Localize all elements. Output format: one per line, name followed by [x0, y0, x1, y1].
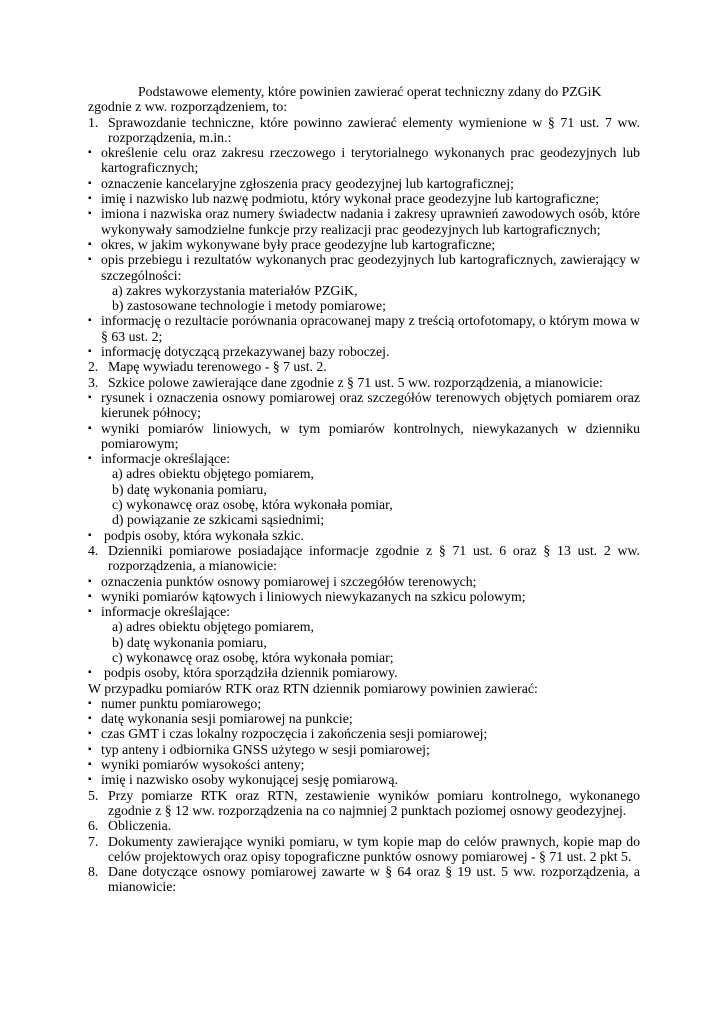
sub-item: c) wykonawcę oraz osobę, która wykonała pomiar, [112, 497, 393, 513]
bullet-icon: ▪ [88, 575, 92, 587]
item-text: rysunek i oznaczenia osnowy pomiarowej oraz szczegółów terenowych objętych pomiarem oraz kierunek północy; [101, 389, 640, 421]
item-text: wyniki pomiarów wysokości anteny; [101, 757, 305, 773]
bullet-icon: ▪ [88, 697, 92, 709]
item-text: czas GMT i czas lokalny rozpoczęcia i zakończenia sesji pomiarowej; [101, 726, 488, 742]
item-number: 8. [88, 864, 99, 880]
rtk-section-heading: W przypadku pomiarów RTK oraz RTN dziennik pomiarowy powinien zawierać: [88, 680, 538, 696]
bullet-icon: ▪ [88, 315, 92, 327]
item-number: 4. [88, 542, 99, 558]
bullet-item [88, 191, 640, 206]
bullet-item [88, 237, 640, 252]
item-text: informację o rezultacie porównania opracowanej mapy z treścią ortofotomapy, o którym mowa w § 63 ust. 2; [101, 313, 640, 344]
sub-item: d) powiązanie ze szkicami sąsiednimi; [112, 512, 325, 528]
sub-item: b) zastosowane technologie i metody pomiarowe; [112, 298, 386, 314]
intro-line-2: zgodnie z ww. rozporządzeniem, to: [88, 99, 288, 115]
item-text: Mapę wywiadu terenowego - § 7 ust. 2. [108, 359, 327, 375]
item-number: 5. [88, 787, 99, 803]
item-number: 7. [88, 833, 99, 849]
bullet-icon: ▪ [88, 667, 92, 679]
item-text: Dzienniki pomiarowe posiadające informacje zgodnie z § 71 ust. 6 oraz § 13 ust. 2 ww. rozporządzenia, a mianowicie: [108, 542, 640, 574]
item-text: Przy pomiarze RTK oraz RTN, zestawienie wyników pomiaru kontrolnego, wykonanego zgodnie z § 12 ww. rozporządzenia na co najmniej 2 punktach poziomej osnowy geodezyjnej. [108, 787, 640, 818]
numbered-item [88, 543, 640, 574]
bullet-icon: ▪ [88, 208, 92, 220]
item-number: 2. [88, 359, 99, 375]
item-text: datę wykonania sesji pomiarowej na punkcie; [101, 711, 353, 727]
bullet-item [88, 451, 640, 466]
item-text: podpis osoby, która wykonała szkic. [104, 527, 304, 543]
sub-item: a) adres obiektu objętego pomiarem, [112, 466, 314, 482]
item-text: typ anteny i odbiornika GNSS użytego w sesji pomiarowej; [101, 741, 430, 757]
bullet-icon: ▪ [88, 606, 92, 618]
bullet-icon: ▪ [88, 759, 92, 771]
item-text: Dokumenty zawierające wyniki pomiaru, w tym kopie map do celów prawnych, kopie map do celów projektowych oraz opisy topograficzne punktów osnowy pomiarowej - § 71 ust. 2 pkt 5. [108, 833, 640, 864]
numbered-item [88, 818, 640, 833]
bullet-icon: ▪ [88, 728, 92, 740]
bullet-item [88, 390, 640, 421]
sub-item: a) adres obiektu objętego pomiarem, [112, 619, 314, 635]
item-text: wyniki pomiarów kątowych i liniowych niewykazanych na szkicu polowym; [101, 588, 526, 604]
sub-item: a) zakres wykorzystania materiałów PZGiK, [112, 282, 358, 298]
item-text: Dane dotyczące osnowy pomiarowej zawarte w § 64 oraz § 19 ust. 5 ww. rozporządzenia, a mianowicie: [108, 864, 640, 895]
bullet-item [88, 726, 640, 741]
bullet-item [88, 696, 640, 711]
bullet-item [88, 742, 640, 757]
item-text: imię i nazwisko lub nazwę podmiotu, który wykonał prace geodezyjne lub kartograficzne; [101, 191, 600, 207]
item-number: 6. [88, 818, 99, 834]
numbered-item [88, 864, 640, 895]
item-text: opis przebiegu i rezultatów wykonanych prac geodezyjnych lub kartograficznych, zawierający w szczególności: [101, 252, 640, 283]
bullet-icon: ▪ [88, 743, 92, 755]
item-text: informację dotyczącą przekazywanej bazy roboczej. [101, 344, 390, 360]
item-text: wyniki pomiarów liniowych, w tym pomiarów kontrolnych, niewykazanych w dzienniku pomiarowym; [101, 420, 640, 451]
numbered-item [88, 834, 640, 865]
intro-line-1: Podstawowe elementy, które powinien zawierać operat techniczny zdany do PZGiK [138, 84, 602, 99]
item-text: oznaczenia punktów osnowy pomiarowej i szczegółów terenowych; [101, 573, 477, 589]
bullet-item [88, 252, 640, 283]
sub-item: b) datę wykonania pomiaru, [112, 481, 267, 497]
bullet-icon: ▪ [88, 774, 92, 786]
bullet-item [88, 757, 640, 772]
requirements-list [88, 115, 640, 895]
bullet-item [88, 711, 640, 726]
bullet-item [88, 344, 640, 359]
item-text: Sprawozdanie techniczne, które powinno zawierać elementy wymienione w § 71 ust. 7 ww. rozporządzenia, m.in.: [108, 114, 640, 145]
numbered-item [88, 788, 640, 819]
bullet-icon: ▪ [88, 590, 92, 602]
bullet-item [88, 574, 640, 589]
numbered-item [88, 359, 640, 374]
bullet-item [88, 176, 640, 191]
bullet-icon: ▪ [88, 391, 92, 403]
numbered-item [88, 375, 640, 390]
bullet-item [88, 421, 640, 452]
bullet-item [88, 206, 640, 237]
bullet-icon: ▪ [88, 193, 92, 205]
numbered-item [88, 115, 640, 146]
bullet-icon: ▪ [88, 346, 92, 358]
bullet-icon: ▪ [88, 529, 92, 541]
bullet-item [88, 604, 640, 619]
sub-item: c) wykonawcę oraz osobę, która wykonała pomiar; [112, 649, 394, 665]
item-text: podpis osoby, która sporządziła dziennik pomiarowy. [104, 665, 398, 681]
sub-item: b) datę wykonania pomiaru, [112, 634, 267, 650]
bullet-item [88, 528, 640, 543]
bullet-icon: ▪ [88, 254, 92, 266]
bullet-item [88, 313, 640, 344]
item-text: informacje określające: [101, 451, 231, 467]
item-text: oznaczenie kancelaryjne zgłoszenia pracy geodezyjnej lub kartograficznej; [101, 175, 514, 191]
item-text: określenie celu oraz zakresu rzeczowego i terytorialnego wykonanych prac geodezyjnych lub kartograficznych; [101, 145, 640, 176]
bullet-icon: ▪ [88, 713, 92, 725]
bullet-item [88, 665, 640, 680]
item-text: okres, w jakim wykonywane były prace geodezyjne lub kartograficzne; [101, 236, 496, 252]
item-text: numer punktu pomiarowego; [101, 695, 262, 711]
bullet-icon: ▪ [88, 453, 92, 465]
item-number: 3. [88, 374, 99, 390]
item-text: imiona i nazwiska oraz numery świadectw nadania i zakresy uprawnień zawodowych osób, które wykonywały samodzielne funkcje przy realizacji prac geodezyjnych lub kartograficznych; [101, 206, 640, 237]
item-number: 1. [88, 114, 99, 130]
item-text: informacje określające: [101, 604, 231, 620]
bullet-icon: ▪ [88, 238, 92, 250]
item-text: Szkice polowe zawierające dane zgodnie z § 71 ust. 5 ww. rozporządzenia, a mianowicie: [108, 374, 603, 390]
bullet-icon: ▪ [88, 177, 92, 189]
bullet-icon: ▪ [88, 422, 92, 434]
item-text: imię i nazwisko osoby wykonującej sesję pomiarową. [101, 772, 398, 788]
bullet-item [88, 589, 640, 604]
bullet-item [88, 145, 640, 176]
bullet-icon: ▪ [88, 147, 92, 159]
bullet-item [88, 772, 640, 787]
document-body [88, 84, 640, 895]
item-text: Obliczenia. [108, 818, 172, 834]
